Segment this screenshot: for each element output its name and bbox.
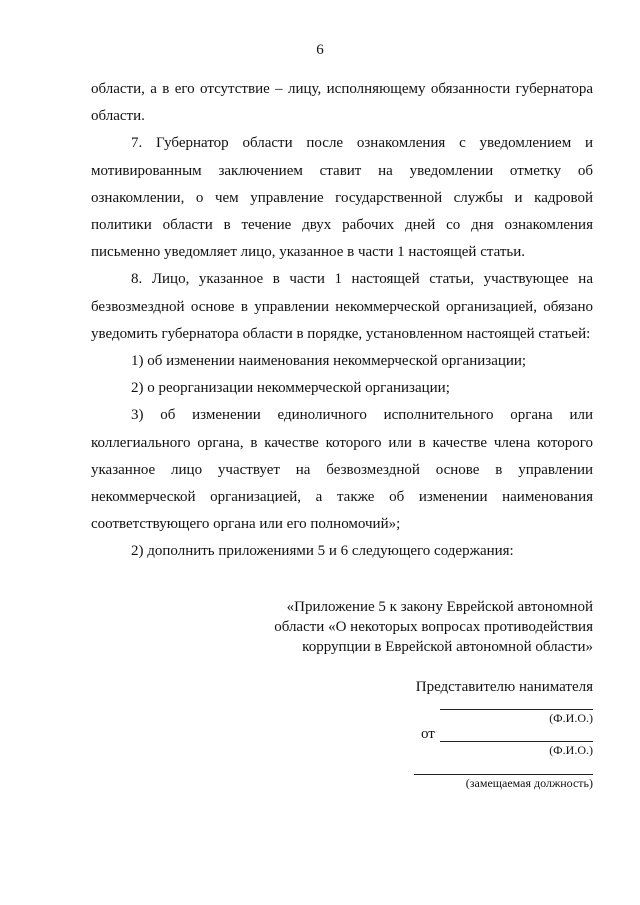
paragraph-7: 7. Губернатор области после ознакомления с уведомлением и мотивированным заключением ставит на уведомлении отметку об ознакомлении, о чем управление государственной службы и кадровой политики области в течение двух рабочих дней со дня ознакомления письменно уведомляет лицо, указанное в части 1 настоящей статьи. xyxy=(91,135,593,261)
position-line xyxy=(414,774,593,775)
fio-caption-2: (Ф.И.О.) xyxy=(549,743,593,757)
paragraph-8: 8. Лицо, указанное в части 1 настоящей статьи, участвующее на безвозмездной основе в управлении некоммерческой организацией, обязано уведомить губернатора области в порядке, установленном настоящей статьей: xyxy=(91,271,593,342)
list-item-2: 2) о реорганизации некоммерческой организации; xyxy=(131,380,450,397)
fio-line-2 xyxy=(440,741,593,742)
fio-line-1 xyxy=(440,709,593,710)
appendix-header xyxy=(250,597,593,657)
list-item-1: 1) об изменении наименования некоммерческой организации; xyxy=(131,353,527,370)
page-number: 6 xyxy=(316,42,324,58)
recipient-label: Представителю нанимателя xyxy=(415,679,593,695)
position-caption: (замещаемая должность) xyxy=(465,776,593,790)
list-item-3: 3) об изменении единоличного исполнительного органа или коллегиального органа, в качестве которого или в качестве члена которого указанное лицо участвует на безвозмездной основе в управлении некоммерческой организацией, а также об изменении наименования соответствующего органа или его полномочий»; xyxy=(91,407,593,533)
appendix-line-2: области «О некоторых вопросах противодействия xyxy=(274,619,593,635)
fio-caption-1: (Ф.И.О.) xyxy=(549,711,593,725)
from-label: от xyxy=(421,726,435,742)
amendment-item-2: 2) дополнить приложениями 5 и 6 следующего содержания: xyxy=(131,543,514,560)
paragraph-continuation: области, а в его отсутствие – лицу, исполняющему обязанности губернатора области. xyxy=(91,81,593,125)
appendix-line-3: коррупции в Еврейской автономной области» xyxy=(302,639,593,655)
appendix-line-1: «Приложение 5 к закону Еврейской автономной xyxy=(286,599,593,615)
body-text xyxy=(91,76,593,566)
